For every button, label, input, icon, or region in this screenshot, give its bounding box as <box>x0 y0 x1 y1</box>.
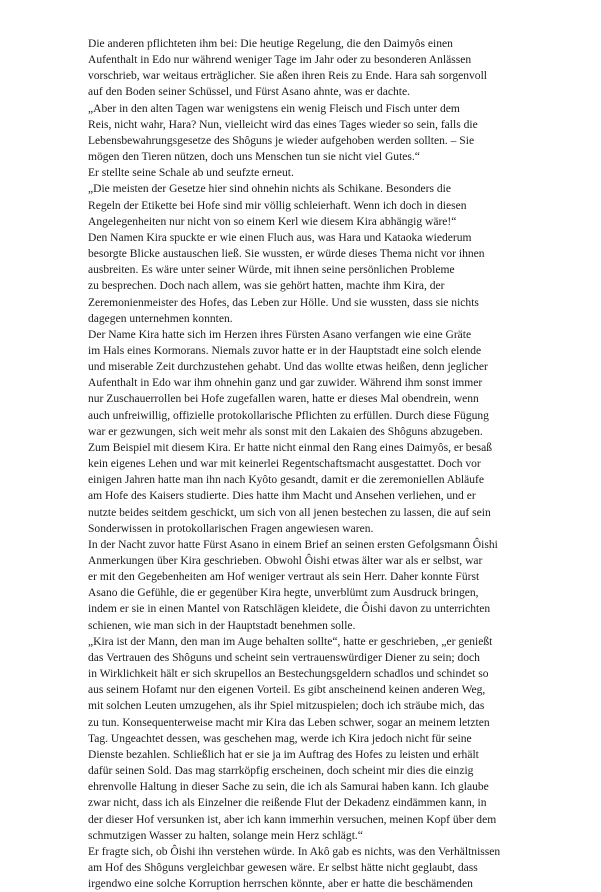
text-line: kein eigenes Lehen und war mit keinerlei Regentschaftsmacht ausgestattet. Doch vor <box>88 458 481 471</box>
text-line: mit solchen Leuten umzugehen, als ihr Spiel mitzuspielen; doch ich sträube mich, das <box>88 700 485 713</box>
text-line: irgendwo eine solche Korruption herrschen könnte, aber er hatte die beschämenden <box>88 878 473 891</box>
text-line: Lebensbewahrungsgesetze des Shôguns je wieder aufgehoben werden sollten. – Sie <box>88 134 475 147</box>
text-line: am Hofe des Kaisers studierte. Dies hatte ihm Macht und Ansehen verliehen, und er <box>88 490 476 503</box>
text-line: schienen, wie man sich in der Hauptstadt benehmen solle. <box>88 619 356 632</box>
text-line: schmutzigen Wasser zu halten, solange mein Herz schlägt.“ <box>88 829 363 842</box>
text-line: nutzte beides seitdem geschickt, um sich von all jenen bestechen zu lassen, die auf sein <box>88 506 491 519</box>
text-line: Anmerkungen über Kira geschrieben. Obwohl Ôishi etwas älter war als er selbst, war <box>88 555 483 567</box>
text-line: das Vertrauen des Shôguns und scheint sein vertrauenswürdiger Diener zu sein; doch <box>88 651 480 664</box>
text-line: Er fragte sich, ob Ôishi ihn verstehen würde. In Akô gab es nichts, was den Verhältnissen <box>88 845 501 858</box>
text-line: in Wirklichkeit hält er sich skrupellos an Bestechungsgeldern schadlos und schindet so <box>88 668 489 681</box>
text-line: und miserable Zeit durchzustehen gehabt. Und das wollte etwas heißen, denn jeglicher <box>88 361 488 374</box>
text-line: auch unfreiwillig, offizielle protokollarische Pflichten zu erfüllen. Durch diese Fügung <box>88 409 489 422</box>
text-line: mögen den Tieren nützen, doch uns Menschen tun sie nicht viel Gutes.“ <box>88 151 420 164</box>
text-line: einigen Jahren hatte man ihn nach Kyôto gesandt, damit er die zeremoniellen Abläufe <box>88 474 484 487</box>
text-line: In der Nacht zuvor hatte Fürst Asano in einem Brief an seinen ersten Gefolgsmann Ôishi <box>88 538 498 551</box>
text-line: zu besprechen. Doch nach allem, was sie gehört hatten, machte ihm Kira, der <box>88 280 445 293</box>
book-page-text <box>88 36 525 892</box>
text-line: Asano die Gefühle, die er gegenüber Kira hegte, unverblümt zum Ausdruck bringen, <box>88 587 479 600</box>
text-line: indem er sie in einen Mantel von Ratschlägen kleidete, die Ôishi davon zu unterrichten <box>88 603 491 616</box>
text-line: Der Name Kira hatte sich im Herzen ihres Fürsten Asano verfangen wie eine Gräte <box>88 328 472 341</box>
text-line: Angelegenheiten nur nicht von so einem Kerl wie diesem Kira abhängig wäre!“ <box>88 215 457 228</box>
text-line: Dienste bezahlen. Schließlich hat er sie ja im Auftrag des Hofes zu leisten und erhält <box>88 748 479 761</box>
text-line: im Hals eines Kormorans. Niemals zuvor hatte er in der Hauptstadt eine solch elende <box>88 344 482 357</box>
text-line: besorgte Blicke austauschen ließ. Sie wussten, er würde dieses Thema nicht vor ihnen <box>88 248 485 261</box>
text-line: vorschrieb, war weitaus erträglicher. Sie aßen ihren Reis zu Ende. Hara sah sorgenvoll <box>88 70 487 83</box>
text-line: auf den Boden seiner Schüssel, und Fürst Asano ahnte, was er dachte. <box>88 86 410 99</box>
text-line: Den Namen Kira spuckte er wie einen Fluch aus, was Hara und Kataoka wiederum <box>88 231 472 244</box>
text-line: Tag. Ungeachtet dessen, was geschehen mag, werde ich Kira jedoch nicht für seine <box>88 732 472 745</box>
text-line: ausbreiten. Es wäre unter seiner Würde, mit ihnen seine persönlichen Probleme <box>88 264 455 277</box>
text-line: der dieser Hof versunken ist, aber ich kann immerhin versuchen, meinen Kopf über dem <box>88 813 497 826</box>
text-line: dafür seinen Sold. Das mag starrköpfig erscheinen, doch scheint mir dies die einzig <box>88 765 474 778</box>
text-line: Die anderen pflichteten ihm bei: Die heutige Regelung, die den Daimyôs einen <box>88 38 453 50</box>
text-line: nur Zuschauerrollen bei Hofe zugefallen waren, hatte er dieses Mal obendrein, wenn <box>88 393 479 406</box>
text-line: ehrenvolle Haltung in dieser Sache zu sein, die ich als Samurai haben kann. Ich glaube <box>88 781 489 794</box>
text-line: „Kira ist der Mann, den man im Auge behalten sollte“, hatte er geschrieben, „er genießt <box>88 635 493 648</box>
text-line: zu tun. Konsequenterweise macht mir Kira das Leben schwer, sogar an meinem letzten <box>88 716 490 729</box>
text-line: Zum Beispiel mit diesem Kira. Er hatte nicht einmal den Rang eines Daimyôs, er besaß <box>88 441 493 454</box>
text-line: war er gezwungen, sich weit mehr als sonst mit den Lakaien des Shôguns abzugeben. <box>88 425 483 438</box>
text-line: Regeln der Etikette bei Hofe sind mir völlig schleierhaft. Wenn ich doch in diesen <box>88 199 467 212</box>
text-line: Er stellte seine Schale ab und seufzte erneut. <box>88 167 294 180</box>
text-line: Reis, nicht wahr, Hara? Nun, vielleicht wird das eines Tages wieder so sein, falls die <box>88 118 478 131</box>
text-line: „Die meisten der Gesetze hier sind ohnehin nichts als Schikane. Besonders die <box>88 183 451 196</box>
text-line: „Aber in den alten Tagen war wenigstens ein wenig Fleisch und Fisch unter dem <box>88 102 460 115</box>
text-line: Aufenthalt in Edo nur während weniger Tage im Jahr oder zu besonderen Anlässen <box>88 54 472 67</box>
text-line: Aufenthalt in Edo war ihm ohnehin ganz und gar zuwider. Während ihm sonst immer <box>88 377 483 390</box>
text-line: aus seinem Hofamt nur den eigenen Vorteil. Es gibt anscheinend keinen anderen Weg, <box>88 684 486 697</box>
text-line: Sonderwissen in protokollarischen Fragen angewiesen waren. <box>88 522 374 535</box>
text-line: er mit den Gegebenheiten am Hof weniger vertraut als sein Herr. Daher konnte Fürst <box>88 571 480 584</box>
text-line: Zeremonienmeister des Hofes, das Leben zur Hölle. Und sie wussten, dass sie nichts <box>88 296 479 309</box>
text-line: am Hof des Shôguns vergleichbar gewesen wäre. Er selbst hätte nicht geglaubt, dass <box>88 861 478 874</box>
text-line: zwar nicht, dass ich als Einzelner die reißende Flut der Dekadenz eindämmen kann, in <box>88 797 487 810</box>
text-line: dagegen unternehmen konnten. <box>88 312 233 325</box>
